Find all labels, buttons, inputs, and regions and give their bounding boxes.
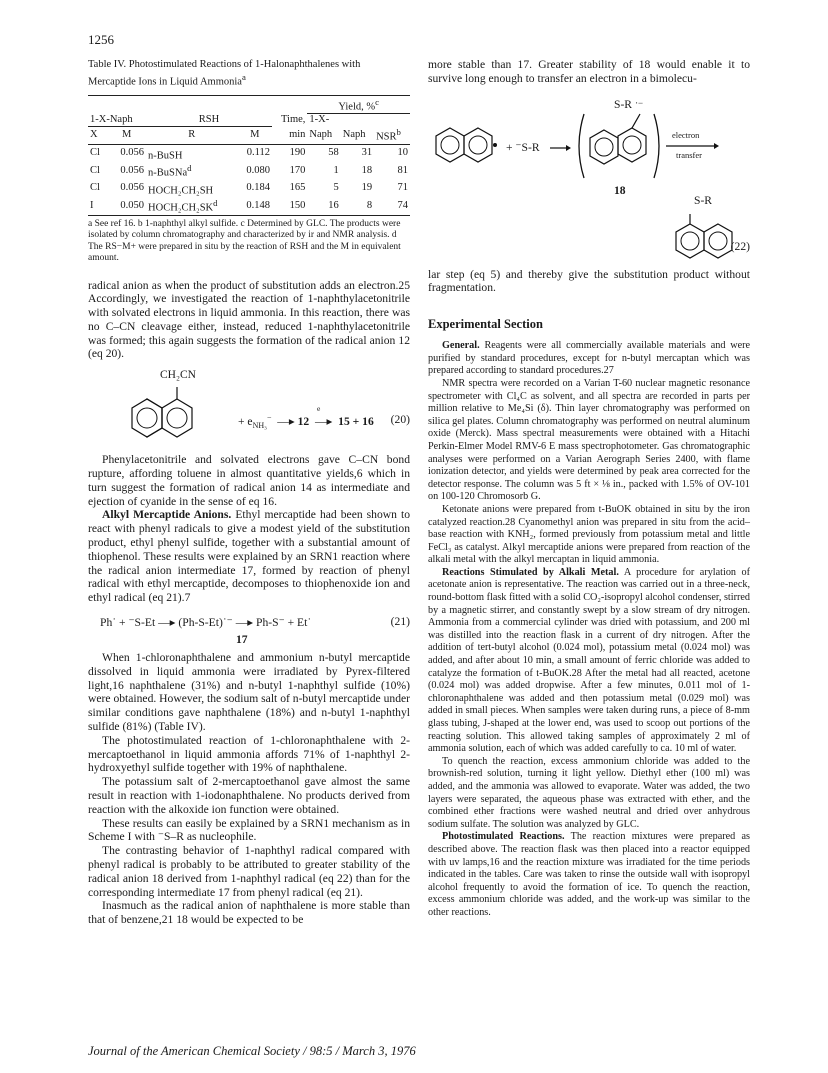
paragraph: Ketonate anions were prepared from t-BuOK obtained in situ by the iron catalyzed reaction.28 Cyanomethyl anion was prepared in situ from the acid–base reaction with KNH₂, formed previously from potassium metal and little FeCl₃ as catalyst. Alkyl mercaptide anions were prepared from reaction of the alkali metal with the alkyl mercaptan in liquid ammonia. xyxy=(428,503,750,566)
table-cell: $HOCH_2CH_2SK^d$ xyxy=(148,198,218,214)
equation-22 xyxy=(428,90,750,268)
table-cell: 150 xyxy=(289,199,306,211)
table-cell: 165 xyxy=(289,182,306,194)
equation-number: (20) xyxy=(390,413,410,427)
left-column xyxy=(88,58,410,927)
col-header: M xyxy=(250,129,260,140)
table-cell: 16 xyxy=(328,199,339,211)
table-cell: n-BuSH xyxy=(148,150,183,161)
paragraph: When 1-chloronaphthalene and ammonium n-butyl mercaptide dissolved in liquid ammonia were irradiated by Pyrex-filtered light,16 naphthalene (31%) and n-butyl 1-naphthyl sulfide (10%) were obtained. However, the sodium salt of n-butyl mercaptide under similar conditions gave naphthalene (18%) and n-butyl 1-naphthyl sulfide (81%) (Table IV). xyxy=(88,651,410,734)
table-cell: Cl xyxy=(90,182,100,194)
arrow-label: transfer xyxy=(676,149,702,160)
compound-label: 17 xyxy=(236,633,248,647)
table-caption-label: Table IV. xyxy=(88,59,127,70)
substituent-label: S-R ⋅− xyxy=(614,97,644,111)
table-caption: Table IV. Photostimulated Reactions of 1-Halonaphthalenes with Mercaptide Ions in Liquid Ammonia$^a$ xyxy=(88,59,361,88)
table-cell: 18 xyxy=(361,164,373,176)
table-iv: Yield, %$^c$ 1-X-Naph RSH Time, 1-X- X M R M min Naph Naph NSR$^b$ Cl 0.056 n-BuSH 0.112 190 58 31 10 Cl 0.056 n-BuSNa$^d$ 0.080 170 1 18 81 Cl 0.056 HOCH₂CH₂SH 0.184 165 5 19 71 I 0.050 $HOCH_2CH_2SK^d$ 0.148 150 16 8 74 xyxy=(90,96,408,214)
radical-anion-structure xyxy=(590,114,646,164)
compound-label: 18 xyxy=(614,183,626,197)
table-row xyxy=(88,162,410,180)
substituent-label: CH₂CN xyxy=(160,369,196,382)
paragraph: Photostimulated Reactions. The reaction mixtures were prepared as described above. The reaction flask was then placed into a reactor equipped with uv lamps,16 and the reaction mixture was irradiated for the time periods indicated in the tables. Care was taken to rinse the outside wall with isopropyl alcohol frequently to avoid the formation of ice. To quench the reaction, excess ammonium chloride was added, and the work-up was similar to the other reactions. xyxy=(428,831,750,918)
paragraph: Inasmuch as the radical anion of naphthalene is more stable than that of benzene,21 18 would be expected to be xyxy=(88,899,410,927)
header-naph xyxy=(88,95,146,114)
paragraph: Phenylacetonitrile and solvated electrons gave C–CN bond rupture, affording toluene in almost quantitative yields,6 which in turn suggest the formation of radical anion 14 as intermediate and ejection of cyanide in the sense of eq 16. xyxy=(88,453,410,508)
journal-footer: Journal of the American Chemical Society / 98:5 / March 3, 1976 xyxy=(88,1044,416,1058)
table-cell: I xyxy=(90,199,94,211)
table-row xyxy=(88,197,410,215)
col-header: X xyxy=(90,129,98,140)
paragraph: radical anion as when the product of substitution adds an electron.25 Accordingly, we investigated the reaction of 1-naphthylacetonitrile with solvated electrons in liquid ammonia. In this reaction, there was no C–CN cleavage either, instead, reduced 1-naphthylacetonitrile was formed; this again suggests the formation of the radical anion 12 (eq 20). xyxy=(88,278,410,361)
reagent-label: + ⁻S-R xyxy=(506,140,540,154)
table-cell: 19 xyxy=(361,182,373,194)
group-header-rsh: RSH xyxy=(146,114,272,127)
table-cell: 10 xyxy=(397,147,408,159)
equation-number: (21) xyxy=(390,615,410,629)
col-header: R xyxy=(188,129,196,140)
col-header: M xyxy=(122,129,132,140)
paragraph: more stable than 17. Greater stability of 18 would enable it to survive long enough to transfer an electron in a bimolecu- xyxy=(428,58,750,85)
equation-21 xyxy=(88,611,410,651)
table-row xyxy=(88,144,410,162)
table-cell: 0.056 xyxy=(120,182,145,194)
table-cell: Cl xyxy=(90,164,100,176)
equation-21-text: Ph˙ + ⁻S-Et —▸ (Ph-S-Et)˙⁻ —▸ Ph-S⁻ + Et˙ xyxy=(100,616,312,630)
paragraph: General. Reagents were all commercially available materials and were purified by standard procedures, except for n-butyl mercaptan which was prepared according to standard procedures.27 xyxy=(428,340,751,377)
table-cell: HOCH₂CH₂SH xyxy=(148,185,214,196)
table-cell: 81 xyxy=(397,164,408,176)
table-cell: 1 xyxy=(333,164,339,176)
paragraph: The photostimulated reaction of 1-chloronaphthalene with 2-mercaptoethanol in liquid ammonia affords 71% of 1-naphthyl 2-hydroxyethyl sulfide together with 19% of naphthalene. xyxy=(88,733,410,775)
arrow-label: electron xyxy=(672,129,700,140)
col-header: NSR$^b$ xyxy=(376,127,401,143)
table-cell: 0.056 xyxy=(120,164,145,176)
table-row xyxy=(88,180,410,198)
paragraph: Reactions Stimulated by Alkali Metal. A procedure for arylation of acetonate anion is representative. The reaction was carried out in a three-neck, round-bottom flask fitted with a solid CO₂-isopropyl alcohol condenser, stirred by a magnetic stirrer, and constantly swept by a slow stream of dry nitrogen. Ammonia from a commercial cylinder was dried with potassium, and 200 ml was distilled into the reaction flask in a current of dry nitrogen. After the addition of tert-butyl alcohol (0.024 mol), potassium metal (0.024 mol) was added, and after about 10 min, a small amount of ferric chloride was added to catalyze the formation of t-BuOK.28 After the metal had all reacted, acetone (0.024 mol) was added dropwise. After a few minutes, 0.011 mol of 1-chloronaphthalene was added and then potassium metal (0.029 mol) was added in small pieces. When samples were taken during runs, a piece of 8-mm glass tubing, J-shaped at the lower end, was used to scoop out portions of the reacting solution. This allowed taking samples of approximately 2 ml of ammonia solution, each of which was added carefully to ca. 10 ml of water. xyxy=(428,566,751,755)
table-cell: 0.184 xyxy=(246,182,270,194)
group-header-naph: 1-X-Naph xyxy=(88,114,146,127)
right-column xyxy=(428,58,750,920)
page-number: 1256 xyxy=(88,32,114,47)
table-cell: 0.112 xyxy=(246,147,270,159)
table-cell: 190 xyxy=(289,147,306,159)
table-cell: 0.148 xyxy=(246,199,270,211)
table-cell: 0.050 xyxy=(120,199,145,211)
paragraph: The contrasting behavior of 1-naphthyl radical compared with phenyl radical is probably to be attributed to greater stability of the radical anion 18 derived from 1-naphthyl radical (eq 22) than for the corresponding intermediate 17 from phenyl radical (eq 21). xyxy=(88,844,410,899)
table-cell: 0.080 xyxy=(246,164,270,176)
equation-22-scheme xyxy=(428,106,750,268)
table-cell: n-BuSNa$^d$ xyxy=(148,163,192,179)
table-cell: Cl xyxy=(90,147,100,159)
equation-number: (22) xyxy=(730,239,750,253)
paragraph: NMR spectra were recorded on a Varian T-60 nuclear magnetic resonance spectrometer with Cl₄C as solvent, and all spectra are recorded in parts per million relative to Me₄Si (δ). Thin layer chromatography was performed on silica gel plates. Column chromatography was performed on neutral aluminum oxide (Merck). Mass spectral measurements were obtained with a Hitachi Perkin-Elmer Model RMV-6 E mass spectrophotometer. Gas chromatographic analyses were performed on a Varian Aerograph Series 2400, with flame ionization detector, and yields were determined by peak area corrected for the detector response. The column was 5 ft × ⅛ in., packed with 1.5% of OV-101 on 100-120 Chromosorb G. xyxy=(428,377,750,503)
paragraph: The potassium salt of 2-mercaptoethanol gave almost the same result in reaction with 1-iodonaphthalene. No products derived from reaction with the alkoxide ion function were obtained. xyxy=(88,775,410,816)
section-title: Experimental Section xyxy=(428,317,543,332)
equation-20-text: + $e_{NH_3}^-$ —▸ 12 e —▸ 15 + 16 xyxy=(238,404,374,431)
paragraph: lar step (eq 5) and thereby give the substitution product without fragmentation. xyxy=(428,267,750,295)
table-cell: 31 xyxy=(361,147,373,159)
table-cell: 0.056 xyxy=(120,147,145,159)
paragraph: Alkyl Mercaptide Anions. Ethyl mercaptide had been shown to react with phenyl radicals to give a modest yield of the substitution product, ethyl phenyl sulfide, together with a substantial amount of thiophenol. These results were explained by an SRN1 reaction where the radical anion intermediate 17, formed by reaction of phenyl radical with ethyl mercaptide, decomposes to thiophenoxide ion and ethyl radical (eq 21).7 xyxy=(88,508,410,605)
naphthalene-ring-left xyxy=(130,383,170,445)
product-naphthalene-structure xyxy=(676,214,732,258)
table-cell: 74 xyxy=(397,199,408,211)
paragraph: To quench the reaction, excess ammonium chloride was added to the brownish-red solution, turning it light yellow. Diethyl ether (100 ml) was added, and the ammonia was allowed to evaporate. Water was added, the two layers were separated, the aqueous phase was extracted with ether, and the combined ether fractions were washed neutral and dried over anhydrous sodium sulfate. The solution was analyzed by GLC. xyxy=(428,755,750,830)
table-cell: 71 xyxy=(397,182,408,194)
table-body xyxy=(88,144,410,215)
table-cell: 170 xyxy=(289,164,306,176)
table-cell: 8 xyxy=(366,199,373,211)
table-footnotes: a See ref 16. b 1-naphthyl alkyl sulfide. c Determined by GLC. The products were isolated by column chromatography and characterized by ir and NMR analysis. d The RS−M+ were prepared in situ by the reaction of RSH and the M in equivalent amount. xyxy=(88,218,401,263)
equation-20 xyxy=(88,365,410,453)
naphthalene-structure xyxy=(436,128,497,162)
substituent-label: S-R xyxy=(694,193,713,207)
paragraph: These results can easily be explained by a SRN1 mechanism as in Scheme I with ⁻S–R as nucleophile. xyxy=(88,816,410,844)
table-cell: 5 xyxy=(333,182,339,194)
col-header: Naph xyxy=(342,128,366,140)
table-caption-text: Photostimulated Reactions of 1-Halonaphthalenes with Mercaptide Ions in Liquid Ammonia xyxy=(88,59,361,88)
table-cell: 58 xyxy=(328,147,339,159)
